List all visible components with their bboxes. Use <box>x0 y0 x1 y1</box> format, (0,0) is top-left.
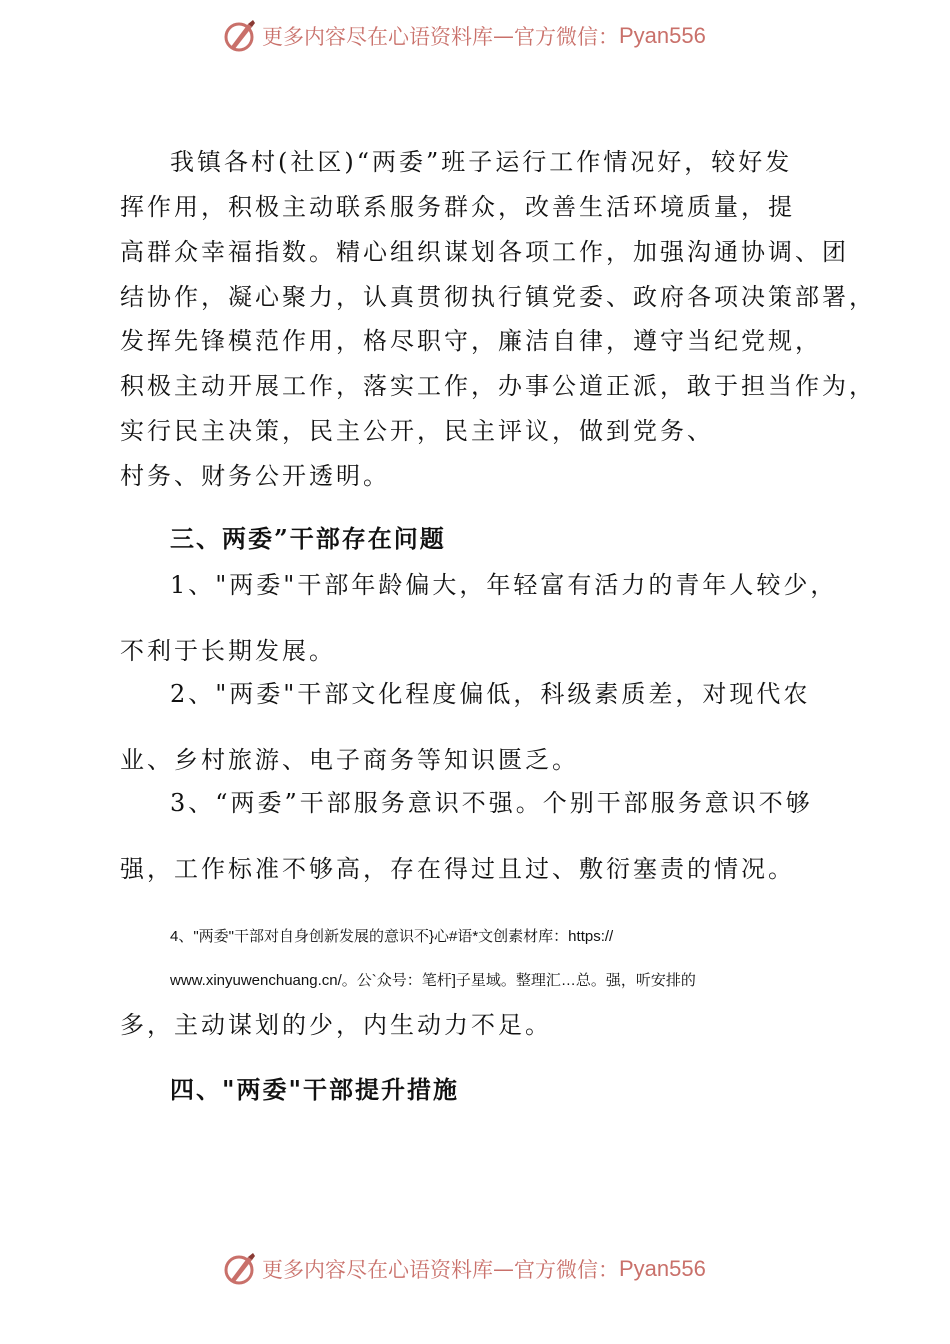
paragraph-line: 结协作，凝心聚力，认真贯彻执行镇党委、政府各项决策部署， <box>120 283 876 311</box>
list-item-line: 3、“两委”干部服务意识不强。个别干部服务意识不够 <box>170 789 813 817</box>
paragraph-line: 高群众幸福指数。精心组织谋划各项工作，加强沟通协调、团 <box>120 238 849 266</box>
pen-logo-icon <box>222 18 258 54</box>
paragraph-line: 发挥先锋模范作用，格尽职守，廉洁自律，遵守当纪党规， <box>120 327 822 355</box>
paragraph-line: 实行民主决策，民主公开，民主评议，做到党务、 <box>120 417 714 445</box>
watermark-wechat-label: 官方微信： <box>514 25 619 49</box>
paragraph-line: 村务、财务公开透明。 <box>120 462 390 490</box>
watermark-dash: — <box>493 24 514 48</box>
paragraph-line: 积极主动开展工作，落实工作，办事公道正派，敢于担当作为， <box>120 372 876 400</box>
watermark-wechat-id: Pyan556 <box>619 23 706 48</box>
section-heading: 三、两委”干部存在问题 <box>170 524 446 553</box>
pen-logo-icon <box>222 1251 258 1287</box>
list-item-line: 1、"两委"干部年龄偏大，年轻富有活力的青年人较少， <box>170 571 838 599</box>
watermark-header <box>222 16 706 56</box>
watermark-dash: — <box>493 1257 514 1281</box>
watermark-brand: 更多内容尽在心语资料库 <box>262 25 493 49</box>
list-item-small-line: www.xinyuwenchuang.cn/。公`众号：笔杆]子星域。整理汇…总。强，听安排的 <box>170 972 696 989</box>
watermark-wechat-label: 官方微信： <box>514 1258 619 1282</box>
paragraph-line: 我镇各村(社区)“两委”班子运行工作情况好，较好发 <box>170 148 793 176</box>
list-item-line: 业、乡村旅游、电子商务等知识匮乏。 <box>120 746 579 774</box>
list-item-line: 强，工作标准不够高，存在得过且过、敷衍塞责的情况。 <box>120 855 795 883</box>
paragraph-line: 挥作用，积极主动联系服务群众，改善生活环境质量，提 <box>120 193 795 221</box>
list-item-line: 不利于长期发展。 <box>120 637 336 665</box>
list-item-line: 多，主动谋划的少，内生动力不足。 <box>120 1011 552 1039</box>
section-heading: 四、"两委"干部提升措施 <box>170 1075 460 1104</box>
watermark-wechat-id: Pyan556 <box>619 1256 706 1281</box>
watermark-footer <box>222 1249 706 1289</box>
watermark-brand: 更多内容尽在心语资料库 <box>262 1258 493 1282</box>
list-item-line: 2、"两委"干部文化程度偏低，科级素质差，对现代农 <box>170 680 811 708</box>
list-item-small-line: 4、"两委"干部对自身创新发展的意识不}心#语*文创素材库：https:// <box>170 928 614 945</box>
